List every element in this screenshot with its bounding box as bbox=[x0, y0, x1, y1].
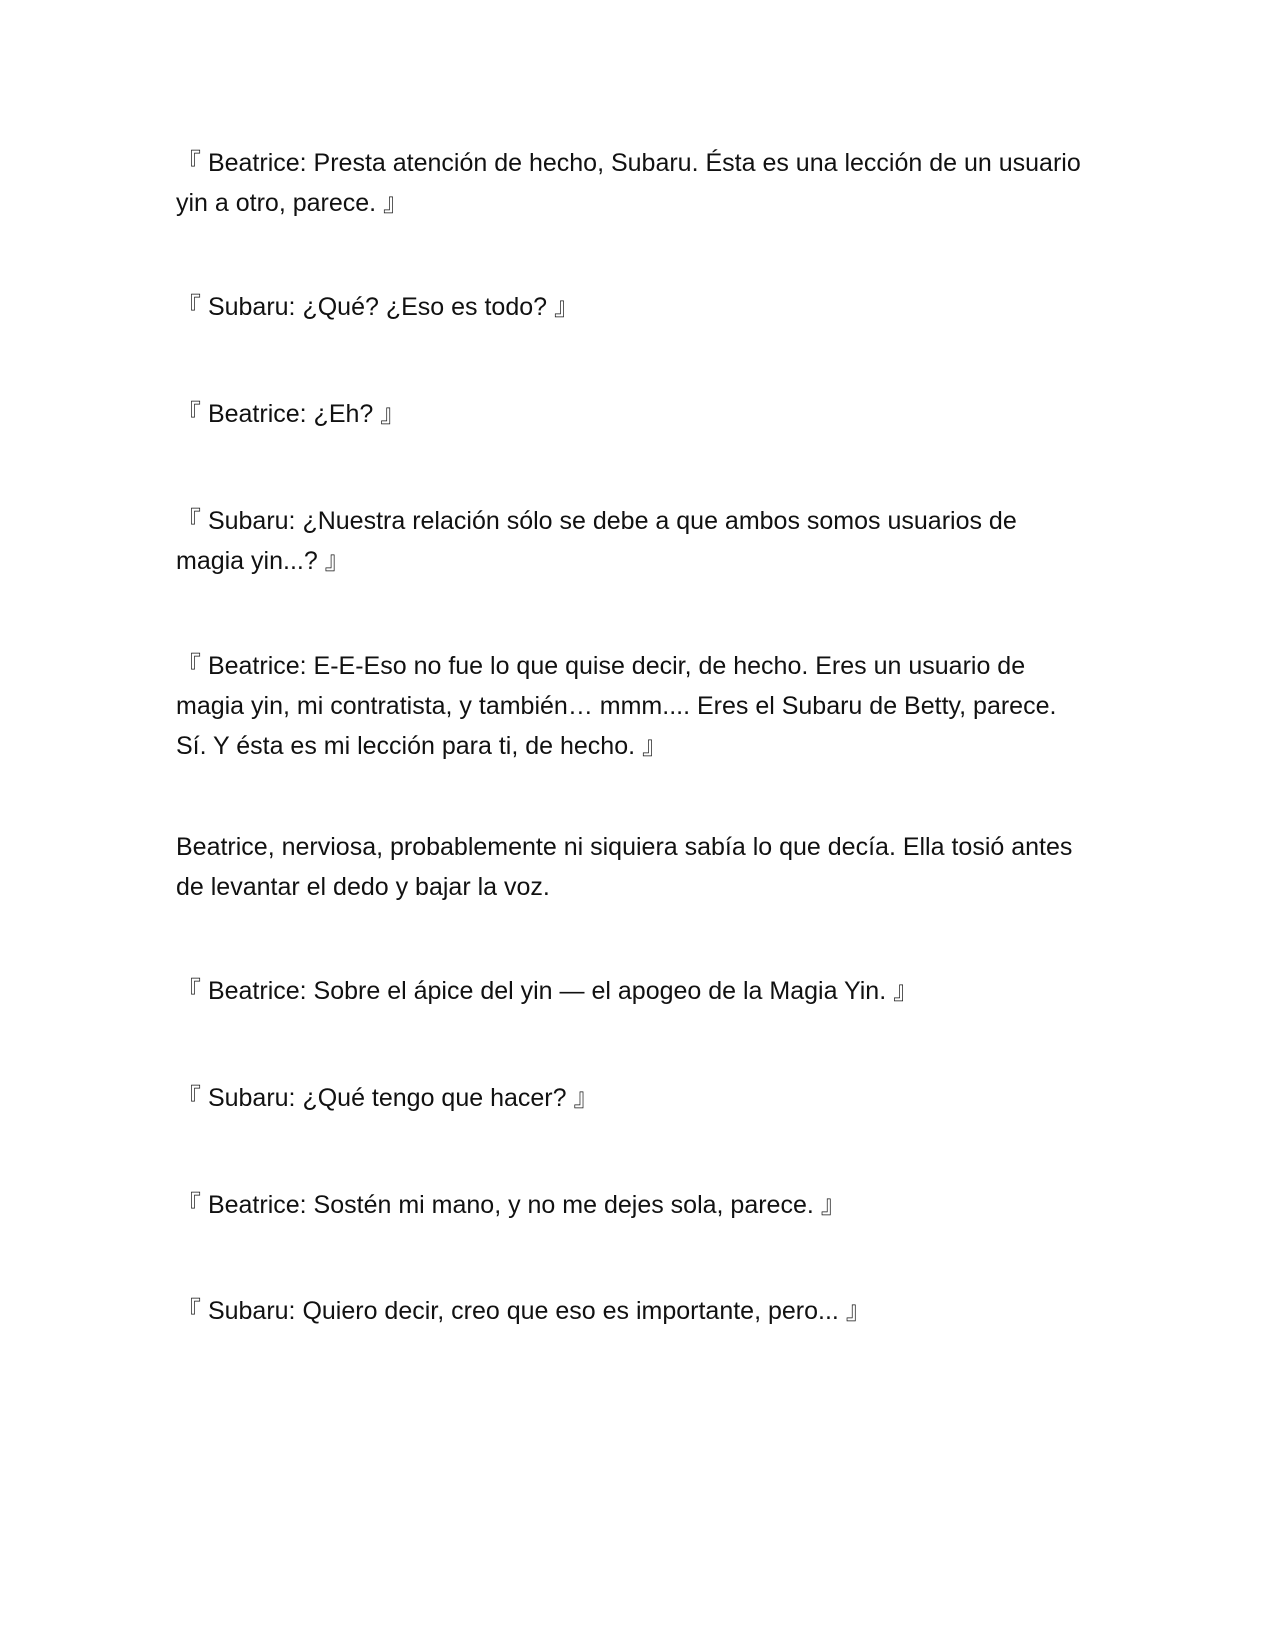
dialogue-line-beatrice: 『 Beatrice: ¿Eh? 』 bbox=[176, 400, 406, 428]
dialogue-line-subaru: 『 Subaru: ¿Qué tengo que hacer? 』 bbox=[176, 1084, 599, 1112]
dialogue-line-subaru: 『 Subaru: ¿Nuestra relación sólo se debe a que ambos somos usuarios de magia yin...? 』 bbox=[176, 507, 1017, 575]
dialogue-line-beatrice: 『 Beatrice: E-E-Eso no fue lo que quise decir, de hecho. Eres un usuario de magia yin, mi contratista, y también… mmm.... Eres el Subaru de Betty, parece. Sí. Y ésta es mi lección para ti, de hecho. 』 bbox=[176, 652, 1057, 760]
dialogue-line-beatrice: 『 Beatrice: Presta atención de hecho, Subaru. Ésta es una lección de un usuario yin a otro, parece. 』 bbox=[176, 149, 1081, 217]
dialogue-line-beatrice: 『 Beatrice: Sobre el ápice del yin — el apogeo de la Magia Yin. 』 bbox=[176, 977, 919, 1005]
dialogue-line-beatrice: 『 Beatrice: Sostén mi mano, y no me dejes sola, parece. 』 bbox=[176, 1191, 846, 1219]
narration-paragraph: Beatrice, nerviosa, probablemente ni siquiera sabía lo que decía. Ella tosió antes de levantar el dedo y bajar la voz. bbox=[176, 833, 1073, 901]
dialogue-line-subaru: 『 Subaru: ¿Qué? ¿Eso es todo? 』 bbox=[176, 293, 579, 321]
dialogue-line-subaru: 『 Subaru: Quiero decir, creo que eso es importante, pero... 』 bbox=[176, 1297, 871, 1325]
